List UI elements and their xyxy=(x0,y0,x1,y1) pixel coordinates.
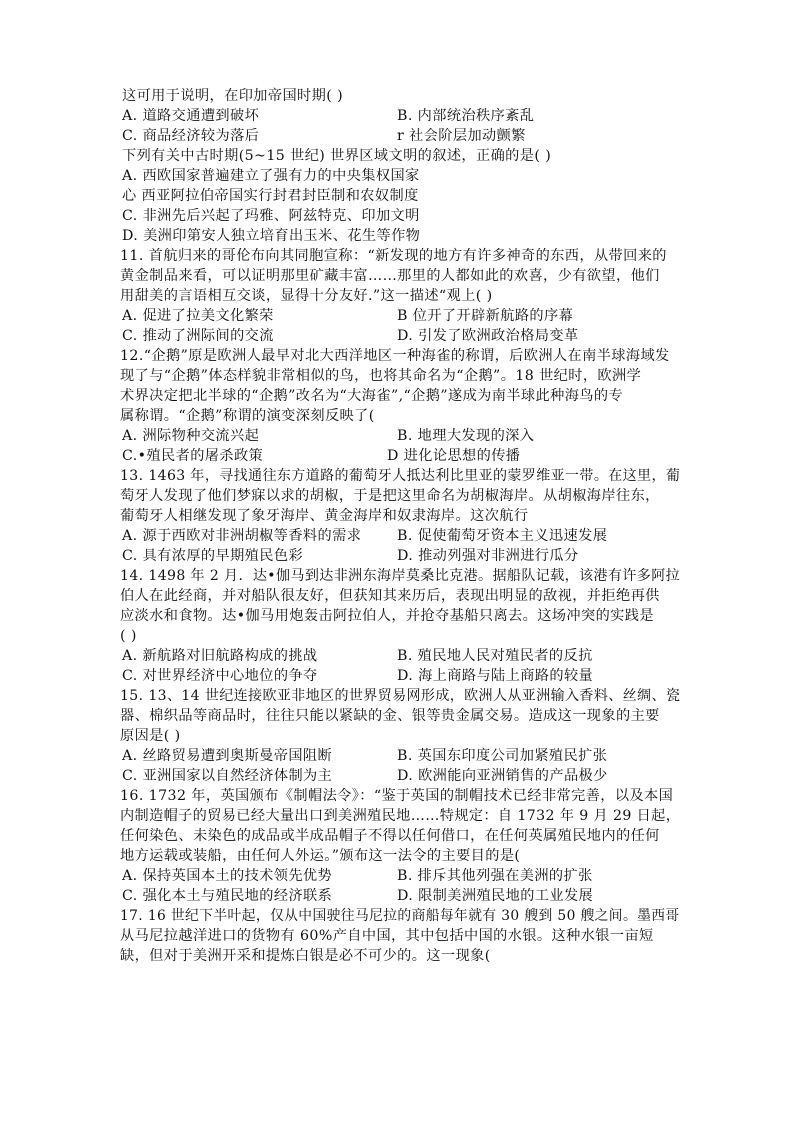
option-b: B. 地理大发现的深入 xyxy=(397,428,535,444)
option-d: D. 海上商路与陆上商路的较量 xyxy=(397,668,594,684)
question-12-stem: 属称谓。“企鹅”称谓的演变深刻反映了( xyxy=(120,408,375,424)
option-b: B. 内部统治秩序紊乱 xyxy=(397,108,535,124)
option-c: C.•殖民者的屠杀政策 xyxy=(122,448,264,464)
question-15-stem: 原因是( ) xyxy=(120,728,181,744)
question-16-stem: 任何染色、未染色的成品或半成品帽子不得以任何借口，在任何英属殖民地内的任何 xyxy=(120,828,660,844)
question-14-stem: ( ) xyxy=(120,628,137,644)
option-c: C. 非洲先后兴起了玛雅、阿兹特克、印加文明 xyxy=(122,208,420,224)
question-13-stem: 13. 1463 年，寻找通往东方道路的葡萄牙人抵达利比里亚的蒙罗维亚一带。在这里，葡 xyxy=(120,468,681,484)
option-c: C. 推动了洲际间的交流 xyxy=(122,328,274,344)
question-17-stem: 从马尼拉越洋进口的货物有 60%产自中国，其中包括中国的水银。这种水银一亩短 xyxy=(120,928,654,944)
question-11-stem: 11. 首航归来的哥伦布向其同胞宣称：“新发现的地方有许多神奇的东西，从带回来的 xyxy=(120,248,667,264)
question-15-stem: 器、棉织品等商品时，往往只能以紧缺的金、银等贵金属交易。造成这一现象的主要 xyxy=(120,708,660,724)
question-16-stem: 地方运载或装船，由任何人外运。”颁布这一法令的主要目的是( xyxy=(120,848,521,864)
option-d: D. 美洲印第安人独立培育出玉米、花生等作物 xyxy=(122,228,421,244)
option-b: B. 英国东印度公司加紧殖民扩张 xyxy=(397,748,608,764)
question-stem-line: 这可用于说明，在印加帝国时期( ) xyxy=(122,88,344,104)
option-a: A. 保持英国本土的技术领先优势 xyxy=(122,868,333,884)
question-12-stem: 术界决定把北半球的“企鹅”改名为“大海雀”,“企鹅”遂成为南半球此种海鸟的专 xyxy=(120,388,624,404)
option-b: B. 排斥其他列强在美洲的扩张 xyxy=(397,868,593,884)
option-a: A. 新航路对旧航路构成的挑战 xyxy=(122,648,318,664)
option-b: B 位开了开辟新航路的序幕 xyxy=(397,308,574,324)
question-14-stem: 伯人在此经商，并对船队很友好，但获知其来历后，表现出明显的敌视，并拒绝再供 xyxy=(120,588,660,604)
option-a: A. 促进了拉美文化繁荣 xyxy=(122,308,274,324)
option-d: D. 推动列强对非洲进行瓜分 xyxy=(397,548,579,564)
question-13-stem: 萄牙人发现了他们梦寐以求的胡椒，于是把这里命名为胡椒海岸。从胡椒海岸往东， xyxy=(120,488,660,504)
option-b: B. 促使葡萄牙资本主义迅速发展 xyxy=(397,528,608,544)
question-16-stem: 内制造帽子的贸易已经大量出口到美洲殖民地……特规定：自 1732 年 9 月 29 日起， xyxy=(120,808,681,824)
option-c: C. 强化本土与殖民地的经济联系 xyxy=(122,888,333,904)
option-a: A. 道路交通遭到破坏 xyxy=(122,108,260,124)
option-c: C. 对世界经济中心地位的争夺 xyxy=(122,668,318,684)
question-17-stem: 17. 16 世纪下半叶起，仅从中国驶往马尼拉的商船每年就有 30 艘到 50 艘之间。墨西哥 xyxy=(120,908,680,924)
question-15-stem: 15. 13、14 世纪连接欧亚非地区的世界贸易网形成，欧洲人从亚洲输入香料、丝绸、瓷 xyxy=(120,688,681,704)
option-c: C. 商品经济较为落后 xyxy=(122,128,260,144)
option-d: r 社会阶层加动颤繁 xyxy=(397,128,526,144)
option-d: D. 限制美洲殖民地的工业发展 xyxy=(397,888,594,904)
question-16-stem: 16. 1732 年，英国颁布《制帽法令》：“鉴于英国的制帽技术已经非常完善，以及本国 xyxy=(120,788,674,804)
question-12-stem: 12.“企鹅”原是欧洲人最早对北大西洋地区一种海雀的称谓，后欧洲人在南半球海域发 xyxy=(120,348,670,364)
question-17-stem: 缺，但对于美洲开采和提炼白银是必不可少的。这一现象( xyxy=(120,948,491,964)
option-a: A. 丝路贸易遭到奥斯曼帝国阻断 xyxy=(122,748,333,764)
option-a: A. 洲际物种交流兴起 xyxy=(122,428,260,444)
question-12-stem: 现了与“企鹅”体态样貌非常相似的鸟，也将其命名为“企鹅”。18 世纪时，欧洲学 xyxy=(120,368,642,384)
option-b: B. 殖民地人民对殖民者的反抗 xyxy=(397,648,593,664)
question-11-stem: 黄金制品来看，可以证明那里矿藏丰富……那里的人都如此的欢喜，少有欲望，他们 xyxy=(120,268,660,284)
question-11-stem: 用甜美的言语相互交谈，显得十分友好.”这一描述“观上( ) xyxy=(120,288,493,304)
option-d: D. 欧洲能向亚洲销售的产品极少 xyxy=(397,768,608,784)
option-c: C. 亚洲国家以自然经济体制为主 xyxy=(122,768,333,784)
question-stem-line: 下列有关中古时期(5~15 世纪) 世界区域文明的叙述，正确的是( ) xyxy=(122,148,552,164)
option-c: C. 具有浓厚的早期殖民色彩 xyxy=(122,548,304,564)
option-d: D. 引发了欧洲政治格局变革 xyxy=(397,328,579,344)
option-a: A. 源于西欧对非洲胡椒等香料的需求 xyxy=(122,528,362,544)
option-a: A. 西欧国家普遍建立了强有力的中央集权国家 xyxy=(122,168,420,184)
option-d: D 进化论思想的传播 xyxy=(387,448,521,464)
option-b: 心 西亚阿拉伯帝国实行封君封臣制和农奴制度 xyxy=(122,188,419,204)
question-13-stem: 葡萄牙人相继发现了象牙海岸、黄金海岸和奴隶海岸。这次航行 xyxy=(120,508,529,524)
question-14-stem: 应淡水和食物。达•伽马用炮轰击阿拉伯人，并抢夺基船只离去。这场冲突的实践是 xyxy=(120,608,654,624)
question-14-stem: 14. 1498 年 2 月．达•伽马到达非洲东海岸莫桑比克港。据船队记载，该港有许多阿拉 xyxy=(120,568,681,584)
